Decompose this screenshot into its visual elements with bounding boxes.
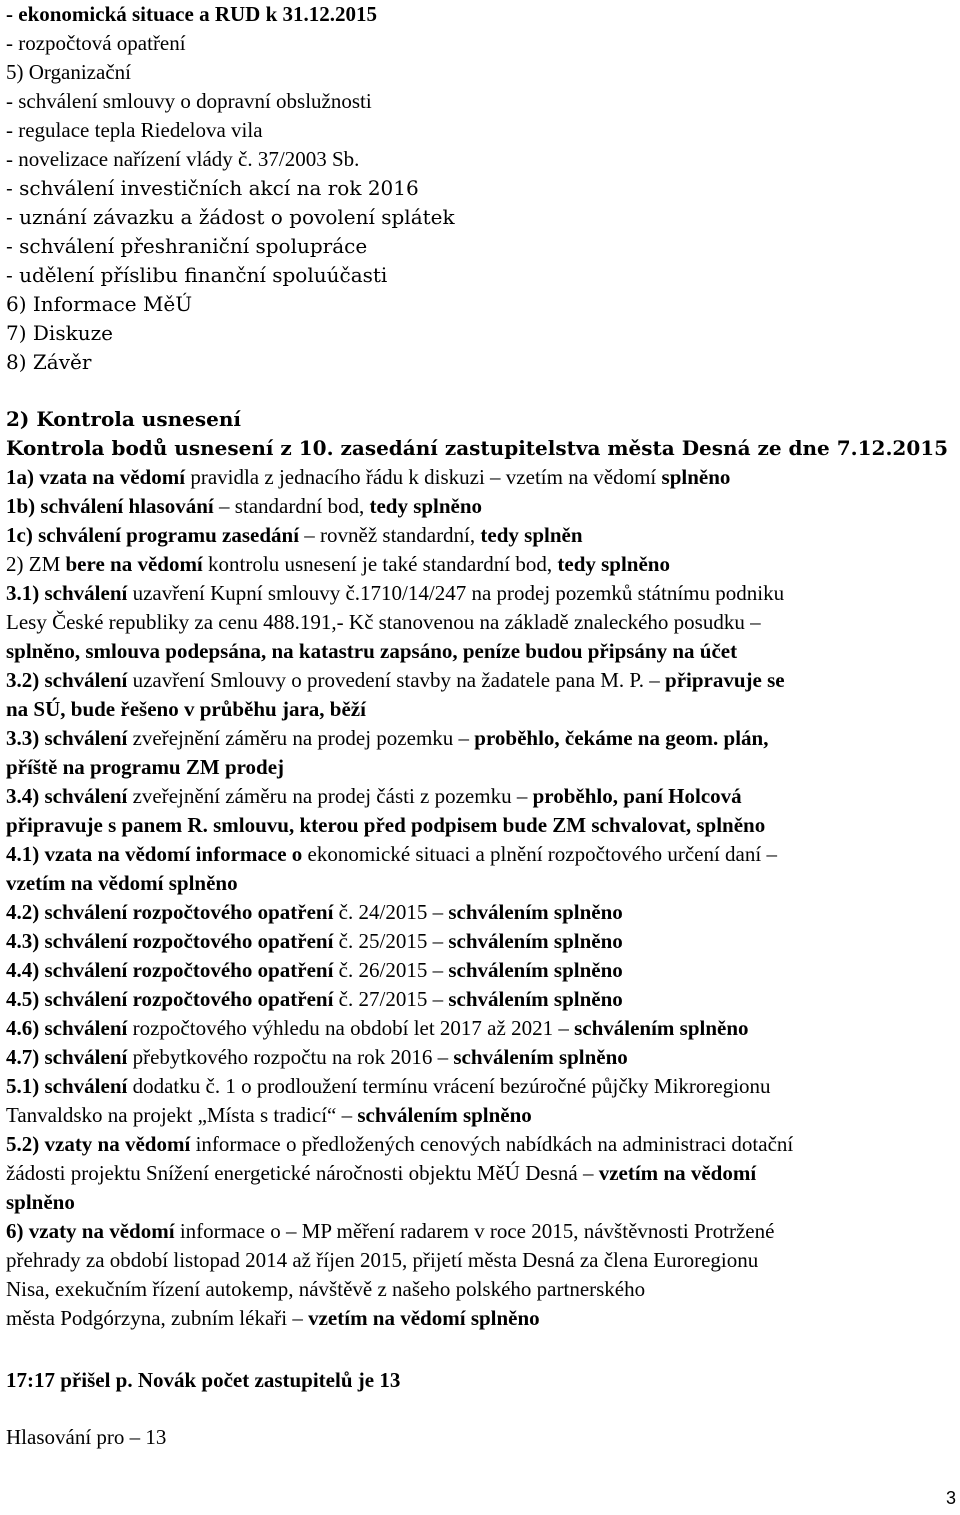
bold-text-run: 6) vzaty na vědomí [6, 1219, 175, 1243]
resolution-line [6, 666, 785, 695]
bold-text-run: tedy splněno [369, 494, 483, 518]
text-run: žádosti projektu Snížení energetické náročnosti objektu MěÚ Desná – [6, 1161, 599, 1185]
resolution-line [6, 811, 765, 840]
section-heading: 2) Kontrola usnesení [6, 407, 241, 431]
section-subheading: Kontrola bodů usnesení z 10. zasedání zastupitelstva města Desná ze dne 7.12.2015 [6, 436, 949, 460]
bold-text-run: schválením splněno [448, 929, 623, 953]
resolution-line [6, 1014, 749, 1043]
bold-text-run: vzetím na vědomí splněno [308, 1306, 540, 1330]
resolution-line [6, 1188, 75, 1217]
resolution-line [6, 985, 623, 1014]
resolution-line [6, 1101, 532, 1130]
text-run: ekonomické situaci a plnění rozpočtového určení daní – [302, 842, 777, 866]
text-run: – rovněž standardní, [299, 523, 481, 547]
bold-text-run: 4.7) schválení [6, 1045, 128, 1069]
text-run: zveřejnění záměru na prodej pozemku – [127, 726, 475, 750]
bold-text-run: bere na vědomí [65, 552, 203, 576]
bold-text-run: 4.6) schválení [6, 1016, 128, 1040]
bold-text-run: 3.1) schválení [6, 581, 128, 605]
text-run: pravidla z jednacího řádu k diskuzi – vzetím na vědomí [185, 465, 662, 489]
bold-text-run: 5.2) vzaty na vědomí [6, 1132, 191, 1156]
resolution-line [6, 956, 623, 985]
text-run: 2) ZM [6, 552, 66, 576]
agenda-line: - schválení investičních akcí na rok 2016 [6, 176, 419, 200]
text-run: – standardní bod, [213, 494, 370, 518]
resolution-line [6, 550, 670, 579]
resolution-line [6, 898, 623, 927]
bold-text-run: 4.4) schválení rozpočtového opatření [6, 958, 334, 982]
bold-text-run: na SÚ, bude řešeno v průběhu jara, běží [6, 697, 366, 721]
resolution-line [6, 1246, 758, 1275]
text-run: města Podgórzyna, zubním lékaři – [6, 1306, 309, 1330]
resolution-line [6, 463, 730, 492]
arrival-note: 17:17 přišel p. Novák počet zastupitelů je 13 [6, 1368, 401, 1392]
agenda-line: - regulace tepla Riedelova vila [6, 118, 263, 142]
bold-text-run: 3.2) schválení [6, 668, 128, 692]
bold-text-run: 1a) vzata na vědomí [6, 465, 186, 489]
text-run: Tanvaldsko na projekt „Místa s tradicí“ – [6, 1103, 358, 1127]
bold-text-run: příště na programu ZM prodej [6, 755, 285, 779]
vote-result: Hlasování pro – 13 [6, 1425, 167, 1449]
agenda-line: 8) Závěr [6, 350, 92, 374]
bold-text-run: schválením splněno [453, 1045, 628, 1069]
text-run: Lesy České republiky za cenu 488.191,- Kč stanovenou na základě znaleckého posudku – [6, 610, 761, 634]
text-run: přehrady za období listopad 2014 až říjen 2015, přijetí města Desná za člena Euroregionu [6, 1248, 759, 1272]
text-run: zveřejnění záměru na prodej části z pozemku – [127, 784, 533, 808]
page-number: 3 [946, 1488, 957, 1508]
text-run: přebytkového rozpočtu na rok 2016 – [127, 1045, 454, 1069]
resolution-line [6, 753, 284, 782]
bold-text-run: splněno [6, 1190, 75, 1214]
resolution-line [6, 724, 769, 753]
bold-text-run: proběhlo, paní Holcová [532, 784, 742, 808]
agenda-line: - novelizace nařízení vlády č. 37/2003 Sb. [6, 147, 360, 171]
text-run: Nisa, exekučním řízení autokemp, návštěvě z našeho polského partnerského [6, 1277, 646, 1301]
resolution-line [6, 1217, 774, 1246]
bold-text-run: 4.3) schválení rozpočtového opatření [6, 929, 334, 953]
bold-text-run: schválením splněno [574, 1016, 749, 1040]
bold-text-run: vzetím na vědomí splněno [6, 871, 238, 895]
resolution-line [6, 1130, 793, 1159]
bold-text-run: splněno, smlouva podepsána, na katastru zapsáno, peníze budou připsány na účet [6, 639, 738, 663]
bold-text-run: 5.1) schválení [6, 1074, 128, 1098]
bold-text-run: proběhlo, čekáme na geom. plán, [474, 726, 769, 750]
text-run: č. 26/2015 – [333, 958, 449, 982]
bold-text-run: 3.3) schválení [6, 726, 128, 750]
resolution-line [6, 869, 238, 898]
bold-text-run: tedy splněno [557, 552, 670, 576]
resolution-line [6, 521, 583, 550]
text-run: uzavření Kupní smlouvy č.1710/14/247 na prodej pozemků státnímu podniku [127, 581, 785, 605]
resolution-line [6, 840, 777, 869]
text-run: uzavření Smlouvy o provedení stavby na žadatele pana M. P. – [127, 668, 666, 692]
bold-text-run: připravuje se [665, 668, 785, 692]
bold-text-run: tedy splněn [480, 523, 583, 547]
agenda-line: - uznání závazku a žádost o povolení splátek [6, 205, 455, 229]
bold-text-run: 4.5) schválení rozpočtového opatření [6, 987, 334, 1011]
bold-text-run: schválením splněno [448, 900, 623, 924]
bold-text-run: vzetím na vědomí [598, 1161, 757, 1185]
agenda-line: - schválení přeshraniční spolupráce [6, 234, 368, 258]
bold-text-run: připravuje s panem R. smlouvu, kterou před podpisem bude ZM schvalovat, splněno [6, 813, 766, 837]
bold-text-run: schválením splněno [448, 987, 623, 1011]
resolution-line [6, 637, 737, 666]
text-run: č. 27/2015 – [333, 987, 449, 1011]
resolution-line [6, 1072, 771, 1101]
resolution-line [6, 782, 742, 811]
resolution-line [6, 1159, 756, 1188]
bold-text-run: 3.4) schválení [6, 784, 128, 808]
bold-text-run: schválením splněno [357, 1103, 532, 1127]
bold-text-run: 1c) schválení programu zasedání [6, 523, 300, 547]
bold-text-run: 4.1) vzata na vědomí informace o [6, 842, 303, 866]
resolution-line [6, 927, 623, 956]
resolution-line [6, 1275, 645, 1304]
text-run: kontrolu usnesení je také standardní bod, [202, 552, 558, 576]
text-run: informace o – MP měření radarem v roce 2015, návštěvnosti Protržené [174, 1219, 775, 1243]
resolution-line [6, 579, 784, 608]
text-run: informace o předložených cenových nabídkách na administraci dotační [190, 1132, 794, 1156]
text-run: č. 25/2015 – [333, 929, 449, 953]
resolution-line [6, 492, 482, 521]
agenda-line: 7) Diskuze [6, 321, 113, 345]
bold-text-run: 1b) schválení hlasování [6, 494, 214, 518]
agenda-line: - rozpočtová opatření [6, 31, 186, 55]
bold-text-run: splněno [661, 465, 731, 489]
agenda-line: - ekonomická situace a RUD k 31.12.2015 [6, 2, 377, 26]
agenda-line: 6) Informace MěÚ [6, 292, 193, 316]
agenda-line: - schválení smlouvy o dopravní obslužnosti [6, 89, 372, 113]
text-run: dodatku č. 1 o prodloužení termínu vrácení bezúročné půjčky Mikroregionu [127, 1074, 771, 1098]
agenda-line: - udělení příslibu finanční spoluúčasti [6, 263, 388, 287]
resolution-line [6, 1304, 540, 1333]
resolution-line [6, 608, 761, 637]
bold-text-run: schválením splněno [448, 958, 623, 982]
resolution-line [6, 695, 366, 724]
text-run: rozpočtového výhledu na období let 2017 až 2021 – [127, 1016, 575, 1040]
bold-text-run: 4.2) schválení rozpočtového opatření [6, 900, 334, 924]
resolution-line [6, 1043, 628, 1072]
text-run: č. 24/2015 – [333, 900, 449, 924]
agenda-line: 5) Organizační [6, 60, 131, 84]
